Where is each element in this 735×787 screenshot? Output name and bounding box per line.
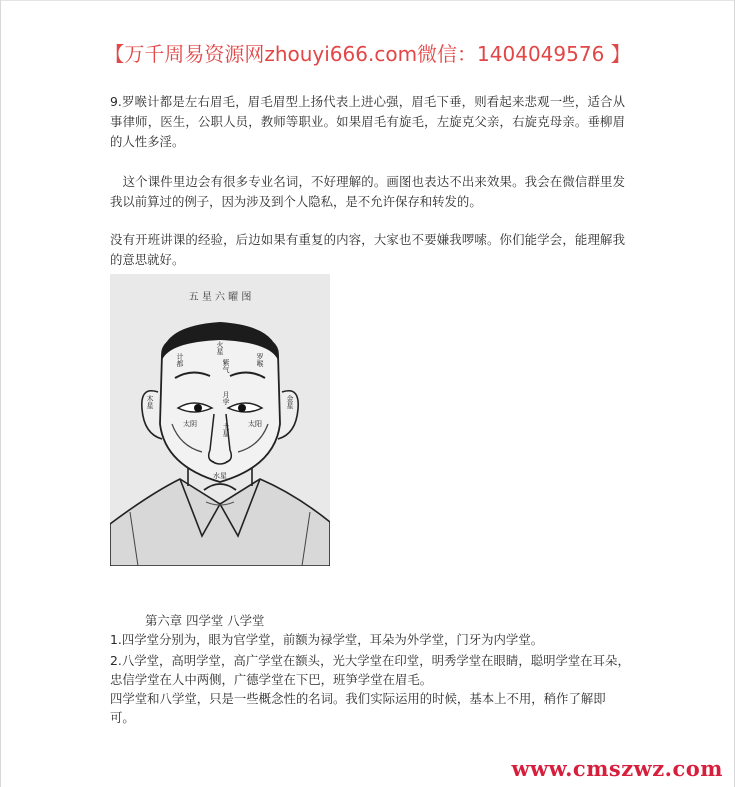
label-ziqi: 紫气 bbox=[222, 359, 230, 373]
list-item-four-halls: 1.四学堂分别为，眼为官学堂，前额为禄学堂，耳朵为外学堂，门牙为内学堂。 bbox=[110, 632, 544, 647]
site-watermark: www.cmszwz.com bbox=[511, 756, 723, 781]
page-edge bbox=[0, 0, 735, 1]
label-muxing: 木星 bbox=[146, 395, 154, 409]
label-luohou: 罗喉 bbox=[256, 353, 264, 367]
label-jidu: 计都 bbox=[176, 353, 184, 367]
paragraph-summary: 四学堂和八学堂，只是一些概念性的名词。我们实际运用的时候，基本上不用，稍作了解即可。 bbox=[110, 691, 606, 725]
page-edge bbox=[0, 0, 1, 787]
paragraph-eyebrows: 9.罗喉计都是左右眉毛，眉毛眉型上扬代表上进心强，眉毛下垂，则看起来悲观一些，适合从事律师，医生，公职人员，教师等职业。如果眉毛有旋毛，左旋克父亲，右旋克母亲。垂柳眉的人性多淫。 bbox=[110, 94, 625, 149]
label-jinxing: 金星 bbox=[286, 395, 294, 409]
page-header: 【万千周易资源网zhouyi666.com微信：1404049576 】 bbox=[104, 42, 631, 66]
chapter-title: 第六章 四学堂 八学堂 bbox=[145, 613, 265, 628]
paragraph-course-note: 这个课件里边会有很多专业名词，不好理解的。画图也表达不出来效果。我会在微信群里发我以前算过的例子，因为涉及到个人隐私，是不允许保存和转发的。 bbox=[110, 174, 625, 209]
paragraph-apology: 没有开班讲课的经验，后边如果有重复的内容，大家也不要嫌我啰嗦。你们能学会，能理解我的意思就好。 bbox=[110, 232, 625, 267]
label-huoxing: 火星 bbox=[216, 341, 224, 355]
figure-title: 五 星 六 曜 图 bbox=[188, 292, 252, 303]
label-tuxing: 土星 bbox=[222, 423, 230, 437]
list-item-eight-halls: 2.八学堂，高明学堂，高广学堂在额头，光大学堂在印堂，明秀学堂在眼睛，聪明学堂在耳朵，忠信学堂在人中两侧，广德学堂在下巴，班笋学堂在眉毛。 bbox=[110, 653, 630, 687]
label-taiyang: 太阳 bbox=[248, 420, 262, 428]
label-yuebei: 月孛 bbox=[222, 391, 230, 405]
label-taiyin: 太阴 bbox=[183, 420, 197, 428]
label-shuixing: 水星 bbox=[213, 472, 227, 480]
face-diagram-image bbox=[110, 274, 330, 566]
